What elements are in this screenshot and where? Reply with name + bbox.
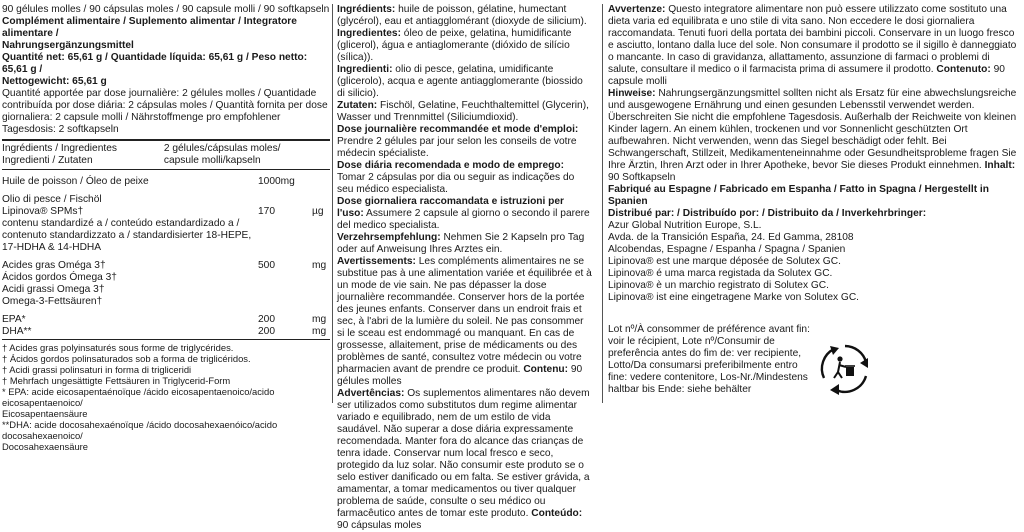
block-text: 90 cápsulas moles [337, 520, 422, 531]
block-text: óleo de peixe, gelatina, humidificante (glicerol), água e antiaglomerante (dióxido de silício (sílica)). [337, 28, 572, 63]
net-quantity: Quantité net: 65,61 g / Quantidade líquida: 65,61 g / Peso netto: 65,61 g / [2, 52, 308, 75]
net-weight-de: Nettogewicht: 65,61 g [2, 76, 107, 87]
block-text: Les compléments alimentaires ne se substitue pas à une alimentation variée et équilibrée et à un mode de vie sain. Ne pas dépasser la dose journalière recommandée. Conserver hors de la portée des jeunes enfants. Conserver dans un endroit frais et sec, à l'abri de la lumière du soleil. Ne pas consommer si le sceau est endommagé ou manquant. En cas de grossesse, allaitement, prise de médicaments ou des problèmes de santé, consultez votre médecin ou votre pharmacien avant de prendre ce produit. [337, 256, 592, 375]
text-block [337, 64, 592, 100]
nutrient-unit: mg [312, 326, 327, 337]
footnote: † Ácidos gordos polinsaturados sob a forma de triglicéridos. [2, 353, 251, 364]
footnote: Docosahexaensäure [2, 441, 88, 452]
nutrient-amount: 170 [258, 206, 275, 217]
nutrition-table [2, 143, 330, 167]
block-text: Questo integratore alimentare non può essere utilizzato come sostituto una dieta varia ed equilibrata e uno stile di vita sano. Non eccedere le dosi giornaliera raccomandata. Tenuti fuori della portata dei bambini piccoli. Conservare in un luogo fresco e asciutto, lontano dalla luce del sole. Non consumare il prodotto se il sigillo è danneggiato o mancante. In caso di gravidanza, allattamento, assunzione di farmaci o problemi di salute, consultare il medico o il farmacista prima di assumere il prodotto. [608, 4, 1017, 75]
nutrient-name: contenu standardizé a / conteúdo estandardizado a / contenuto standardizzato a / standardisierter 18-HEPE, 17-HDHA & 14-HDHA [2, 218, 252, 253]
nutrient-name: Acides gras Oméga 3† Ácidos gordos Ómega 3† Acidi grassi Omega 3† Omega-3-Fettsäuren† [2, 260, 117, 307]
block-label: Fabriqué au Espagne / Fabricado em Espanha / Fatto in Spagna / Hergestellt in Spanien [608, 184, 989, 207]
text-block [337, 232, 592, 256]
block-label: Avvertenze: [608, 4, 666, 15]
address-line: Azur Global Nutrition Europe, S.L. [608, 220, 762, 231]
block-text: Os suplementos alimentares não devem ser utilizados como substitutos dum regime alimentar variado e equilibrado, nem de um estilo de vida saudável. Não superar a dose diária expressamente recomendada. Manter fora do alcance das crianças de tenra idade. Conservar num local fresco e seco, protegido da luz solar. Não consumir este produto se o selo estiver danificado ou em falta. Se estiver grávida, a amamentar, a tomar medicamentos ou tiver qualquer problema de saúde, consulte o seu médico ou farmacêutico antes de tomar este produto. [337, 388, 590, 519]
address-line: Alcobendas, Espagne / Espanha / Spagna / Spanien [608, 244, 846, 255]
column-divider-1 [332, 4, 333, 403]
text-block [337, 124, 592, 160]
header-per-dose: 2 gélules/cápsulas moles/ capsule molli/kapseln [163, 143, 281, 166]
nutrient-amount [258, 194, 312, 206]
block-text: 90 gélules molles [337, 364, 583, 387]
block-label: Conteúdo: [531, 508, 583, 519]
text-block [608, 208, 1020, 220]
text-block [337, 4, 592, 28]
table-header-rule [2, 169, 330, 170]
table-top-rule [2, 139, 330, 141]
text-block [337, 196, 592, 232]
product-type: Complément alimentaire / Suplemento alimentar / Integratore alimentare / [2, 16, 297, 39]
block-label: Verzehrsempfehlung: [337, 232, 441, 243]
lot-best-before: Lot nº/À consommer de préférence avant fin: voir le récipient, Lote nº/Consumir de preferência antes do fim de: ver recipiente, Lotto/Da consumarsi preferibilmente entro fine: vedere contenitore, Los-Nr./Mindestens haltbar bis Ende: siehe behälter [608, 324, 810, 395]
block-text: huile de poisson, gélatine, humectant (glycérol), eau et antiagglomérant (dioxyde de silicium). [337, 4, 587, 27]
text-block [337, 388, 592, 532]
tidyman-recycle-icon [812, 340, 878, 398]
nutrition-row [2, 194, 330, 206]
nutrient-name: DHA** [2, 326, 32, 337]
nutrition-row [2, 326, 330, 338]
block-text: Assumere 2 capsule al giorno o secondo il parere del medico specialista. [337, 208, 590, 231]
text-block [608, 88, 1020, 184]
block-text: Nehmen Sie 2 Kapseln pro Tag oder auf Anweisung Ihres Arztes ein. [337, 232, 585, 255]
footnote: † Acides gras polyinsaturés sous forme de triglycérides. [2, 342, 234, 353]
block-label: Ingrédients: [337, 4, 396, 15]
text-block [608, 4, 1020, 88]
nutrient-name: Huile de poisson / Óleo de peixe [2, 176, 149, 187]
block-label: Dose giornaliera raccomandata e istruzioni per l'uso: [337, 196, 565, 219]
nutrient-amount [258, 218, 312, 254]
block-text: Nahrungsergänzungsmittel sollten nicht als Ersatz für eine abwechslungsreiche und ausgewogene Ernährung und einen gesunden Lebensstil verwendet werden. Überschreiten Sie nicht die empfohlene Tagesdosis. Außerhalb der Reichweite von kleinen Kinder lagern. An einem kühlen, trockenen und vor Sonnenlicht geschützten Ort aufbewahren. Nicht verwenden, wenn das Siegel beschädigt oder fehlt. Bei Schwangerschaft, Stillzeit, Medikamenteneinnahme oder Gesundheitsprobleme fragen Sie Ihre Ärztin, Ihren Arzt oder in Ihrer Apotheke, bevor Sie dieses Produkt einnehmen. [608, 88, 1017, 171]
block-label: Dose journalière recommandée et mode d'emploi: [337, 124, 579, 135]
footnote: Eicosapentaensäure [2, 408, 88, 419]
column-warnings-distributor [608, 4, 1020, 304]
nutrient-unit: µg [312, 206, 324, 217]
nutrient-name: Olio di pesce / Fischöl [2, 194, 102, 205]
nutrition-row [2, 260, 330, 308]
trademark-line: Lipinova® est une marque déposée de Solutex GC. [608, 256, 841, 267]
nutrition-row [2, 176, 330, 188]
nutrient-unit [312, 218, 330, 254]
nutrient-name: Lipinova® SPMs† [2, 206, 84, 217]
nutrient-amount: 200 [258, 314, 275, 325]
footnote: * EPA: acide eicosapentaénoïque /ácido eicosapentaenoico/acido eicosapentaenoico/ [2, 386, 275, 408]
text-block [337, 256, 592, 388]
block-label: Advertências: [337, 388, 405, 399]
column-ingredients-warnings [337, 4, 592, 532]
footnote: † Acidi grassi polinsaturi in forma di trigliceridi [2, 364, 192, 375]
nutrition-table-header [2, 143, 330, 167]
trademark-line: Lipinova® ist eine eingetragene Marke von Solutex GC. [608, 292, 860, 303]
trademark-line: Lipinova® é uma marca registada da Solutex GC. [608, 268, 833, 279]
block-text: 90 Softkapseln [608, 172, 676, 183]
table-bottom-rule [2, 339, 330, 340]
block-label: Contenu: [523, 364, 569, 375]
nutrient-amount: 200 [258, 326, 275, 337]
text-block [337, 100, 592, 124]
text-block [337, 28, 592, 64]
block-label: Avertissements: [337, 256, 416, 267]
footnote: † Mehrfach ungesättigte Fettsäuren in Triglycerid-Form [2, 375, 231, 386]
block-text: Prendre 2 gélules par jour selon les conseils de votre médecin spécialiste. [337, 136, 577, 159]
pack-size: 90 gélules molles / 90 cápsulas moles / 90 capsule molli / 90 softkapseln [2, 4, 330, 15]
nutrient-name: EPA* [2, 314, 26, 325]
block-text: Fischöl, Gelatine, Feuchthaltemittel (Glycerin), Wasser und Trennmittel (Siliciumdioxid). [337, 100, 589, 123]
product-type-de: Nahrungsergänzungsmittel [2, 40, 134, 51]
block-label: Ingredientes: [337, 28, 401, 39]
text-block [337, 160, 592, 196]
block-label: Inhalt: [984, 160, 1016, 171]
nutrient-unit [312, 176, 330, 188]
nutrition-row [2, 218, 330, 254]
text-block [608, 184, 1020, 208]
nutrient-amount: 500 [258, 260, 275, 271]
block-label: Ingredienti: [337, 64, 393, 75]
block-text: 90 capsule molli [608, 64, 1005, 87]
nutrition-row [2, 314, 330, 326]
trademark-line: Lipinova® è un marchio registrato di Solutex GC. [608, 280, 829, 291]
column-divider-2 [602, 4, 603, 403]
address-line: Avda. de la Transición España, 24. Ed Gamma, 28108 [608, 232, 854, 243]
dose-quantity: Quantité apportée par dose journalière: 2 gélules molles / Quantidade contribuída por dose diária: 2 cápsulas moles / Quantità fornita per dose giornaliera: 2 capsule molli / Nährstoffmenge pro empfohlener Tagesdosis: 2 softkapseln [2, 88, 328, 135]
block-label: Dose diária recomendada e modo de emprego: [337, 160, 565, 171]
nutrient-unit [312, 194, 330, 206]
nutrient-unit: mg [312, 260, 327, 271]
column-nutrition [2, 4, 330, 452]
footnotes [2, 342, 330, 452]
block-label: Zutaten: [337, 100, 378, 111]
nutrition-rows [2, 176, 330, 338]
header-ingredients: Ingrédients / Ingredientes Ingredienti / Zutaten [2, 143, 117, 166]
block-label: Distribué par: / Distribuído por: / Distribuito da / Inverkehrbringer: [608, 208, 927, 219]
nutrient-unit: mg [312, 314, 327, 325]
footnote: **DHA: acide docosahexaénoïque /ácido docosahexaenóico/acido docosahexaenoico/ [2, 419, 278, 441]
block-label: Hinweise: [608, 88, 656, 99]
block-text: olio di pesce, gelatina, umidificante (glicerolo), acqua e agente antiagglomerante (biossido di silicio). [337, 64, 583, 99]
nutrition-row [2, 206, 330, 218]
nutrient-amount: 1000mg [258, 176, 295, 187]
block-text: Tomar 2 cápsulas por dia ou seguir as indicações do seu médico especialista. [337, 172, 575, 195]
block-label: Contenuto: [936, 64, 991, 75]
